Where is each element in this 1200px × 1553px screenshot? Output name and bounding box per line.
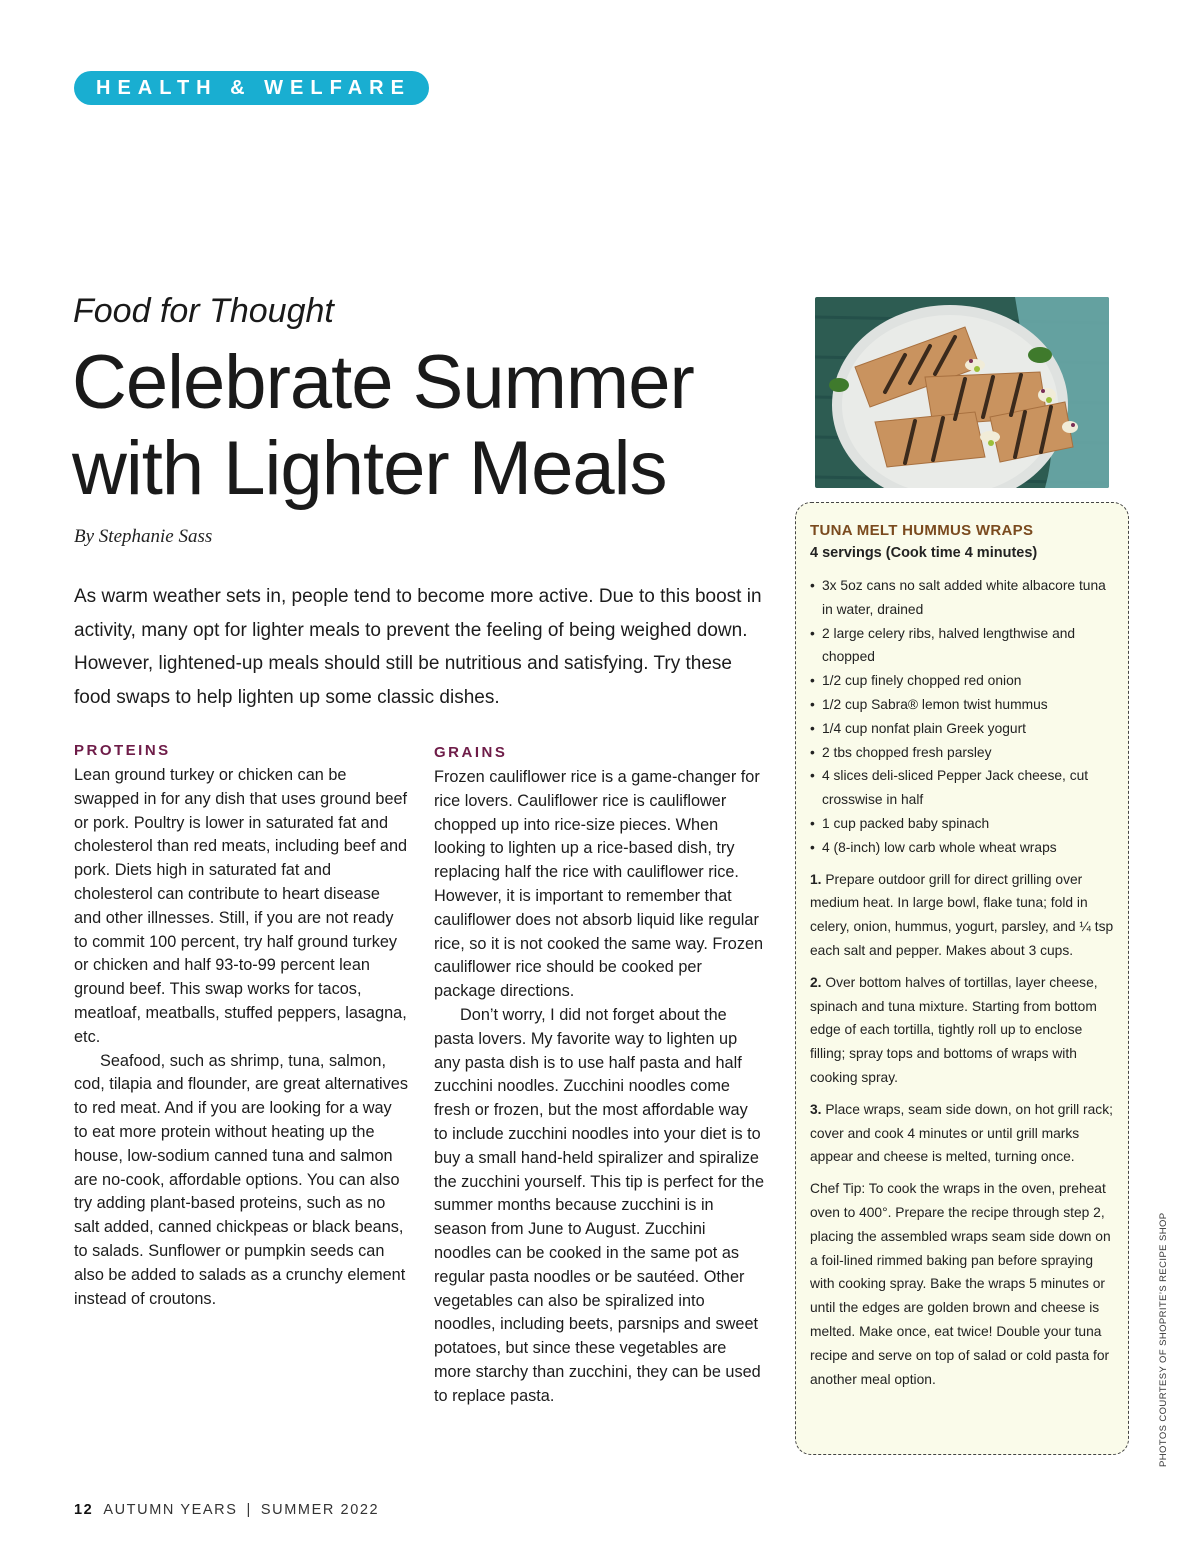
bullet-icon: •: [810, 720, 815, 736]
list-item: [810, 622, 1118, 670]
list-item: [810, 764, 1118, 812]
footer-separator: |: [246, 1502, 252, 1518]
bullet-icon: •: [810, 673, 815, 689]
intro-paragraph: As warm weather sets in, people tend to become more active. Due to this boost in activity, many opt for lighter meals to prevent the feeling of being weighed down. However, lightened-up meals should still be nutritious and satisfying. Try these food swaps to help lighten up some classic dishes.: [74, 586, 762, 708]
step-number: 3.: [810, 1101, 822, 1117]
step-text: Place wraps, seam side down, on hot grill rack; cover and cook 4 minutes or until grill marks appear and cheese is melted, turning once.: [810, 1101, 1113, 1165]
wraps-plate-illustration: [815, 297, 1109, 488]
issue-name: SUMMER 2022: [260, 1502, 380, 1518]
recipe-step-3: [810, 1098, 1118, 1169]
page-footer: [74, 1502, 379, 1518]
bullet-icon: •: [810, 744, 815, 760]
step-text: Prepare outdoor grill for direct grilling over medium heat. In large bowl, flake tuna; fold in celery, onion, hummus, yogurt, parsley, and ¼ tsp each salt and pepper. Makes about 3 cups.: [810, 871, 1114, 958]
recipe-box: [795, 502, 1129, 1455]
grains-paragraph-1: Frozen cauliflower rice is a game-changer for rice lovers. Cauliflower rice is cauliflower chopped up into rice-size pieces. When looking to lighten up a rice-based dish, try replacing half the rice with cauliflower rice. However, it is important to remember that cauliflower does not absorb liquid like regular rice, so it is not cooked the same way. Frozen cauliflower rice should be cooked per package directions.: [434, 768, 764, 1001]
bullet-icon: •: [810, 696, 815, 712]
bullet-icon: •: [810, 578, 815, 593]
tuna-wraps-photo: [815, 297, 1109, 488]
byline: By Stephanie Sass: [74, 526, 213, 547]
step-number: 1.: [810, 871, 822, 887]
list-item: [810, 836, 1118, 860]
chef-tip: Chef Tip: To cook the wraps in the oven, preheat oven to 400°. Prepare the recipe through step 2, placing the assembled wraps seam side down on a foil-lined rimmed baking pan before spraying with cooking spray. Bake the wraps 5 minutes or until the edges are golden brown and cheese is melted. Make once, eat twice! Double your tuna recipe and serve on top of salad or cold pasta for another meal option.: [810, 1181, 1111, 1387]
step-text: Over bottom halves of tortillas, layer cheese, spinach and tuna mixture. Starting from bottom edge of each tortilla, tightly roll up to enclose filling; spray tops and bottoms of wraps with cooking spray.: [810, 974, 1098, 1085]
ingredient-text: 1/2 cup Sabra® lemon twist hummus: [822, 696, 1048, 712]
bullet-icon: •: [810, 625, 815, 641]
recipe-servings: 4 servings (Cook time 4 minutes): [810, 545, 1038, 561]
ingredient-text: 1/4 cup nonfat plain Greek yogurt: [822, 720, 1027, 736]
bullet-icon: •: [810, 768, 815, 784]
grains-column: [434, 742, 764, 1409]
list-item: [810, 669, 1118, 693]
recipe-step-1: [810, 868, 1118, 963]
photo-credit: PHOTOS COURTESY OF SHOPRITE’S RECIPE SHOP: [1158, 1212, 1169, 1467]
list-item: [810, 812, 1118, 836]
bullet-icon: •: [810, 839, 815, 855]
page-number: 12: [74, 1502, 94, 1518]
bullet-icon: •: [810, 815, 815, 831]
ingredient-text: 1 cup packed baby spinach: [822, 815, 990, 831]
proteins-heading: PROTEINS: [74, 742, 171, 759]
ingredient-text: 3x 5oz cans no salt added white albacore tuna in water, drained: [822, 578, 1106, 617]
step-number: 2.: [810, 974, 822, 990]
ingredient-text: 2 tbs chopped fresh parsley: [822, 744, 992, 760]
recipe-title: TUNA MELT HUMMUS WRAPS: [810, 522, 1034, 539]
recipe-step-2: [810, 971, 1118, 1090]
proteins-paragraph-2: Seafood, such as shrimp, tuna, salmon, cod, tilapia and flounder, are great alternatives to red meat. And if you are looking for a way to eat more protein without heating up the house, low-sodium canned tuna and salmon are no-cook, affordable options. You can also try adding plant-based proteins, such as no salt added, canned chickpeas or black beans, to salads. Sunflower or pumpkin seeds can also be added to salads as a crunchy element instead of croutons.: [74, 1051, 408, 1308]
list-item: [810, 574, 1118, 622]
ingredient-text: 4 slices deli-sliced Pepper Jack cheese, cut crosswise in half: [822, 768, 1089, 808]
proteins-column: [74, 740, 409, 1311]
list-item: [810, 693, 1118, 717]
ingredient-text: 1/2 cup finely chopped red onion: [822, 673, 1022, 689]
ingredient-text: 4 (8-inch) low carb whole wheat wraps: [822, 839, 1057, 855]
section-label: HEALTH & WELFARE: [74, 71, 429, 105]
publication-name: AUTUMN YEARS: [103, 1502, 238, 1518]
list-item: [810, 717, 1118, 741]
kicker: Food for Thought: [73, 292, 334, 330]
grains-paragraph-2: Don’t worry, I did not forget about the pasta lovers. My favorite way to lighten up any pasta dish is to use half pasta and half zucchini noodles. Zucchini noodles come fresh or frozen, but the most affordable way to include zucchini noodles into your diet is to buy a small hand-held spiralizer and spiralize the zucchini yourself. This tip is perfect for the summer months because zucchini is in season from June to August. Zucchini noodles can be cooked in the same pot as regular pasta noodles or be sautéed. Other vegetables can also be spiralized into noodles, including beets, parsnips and sweet potatoes, but since these vegetables are more starchy than zucchini, they can be used to replace pasta.: [434, 1005, 764, 1405]
grains-heading: GRAINS: [434, 744, 508, 761]
headline: Celebrate Summer with Lighter Meals: [72, 340, 694, 511]
list-item: [810, 741, 1118, 765]
ingredient-list: [810, 574, 1118, 860]
proteins-paragraph-1: Lean ground turkey or chicken can be swapped in for any dish that uses ground beef or pork. Poultry is lower in saturated fat and cholesterol than red meats, including beef and pork. Diets high in saturated fat and cholesterol can contribute to heart disease and other illnesses. Still, if you are not ready to commit 100 percent, try half ground turkey or chicken and half 93-to-99 percent lean ground beef. This swap works for tacos, meatloaf, meatballs, stuffed peppers, lasagna, etc.: [74, 766, 408, 1046]
ingredient-text: 2 large celery ribs, halved lengthwise and chopped: [822, 625, 1076, 665]
